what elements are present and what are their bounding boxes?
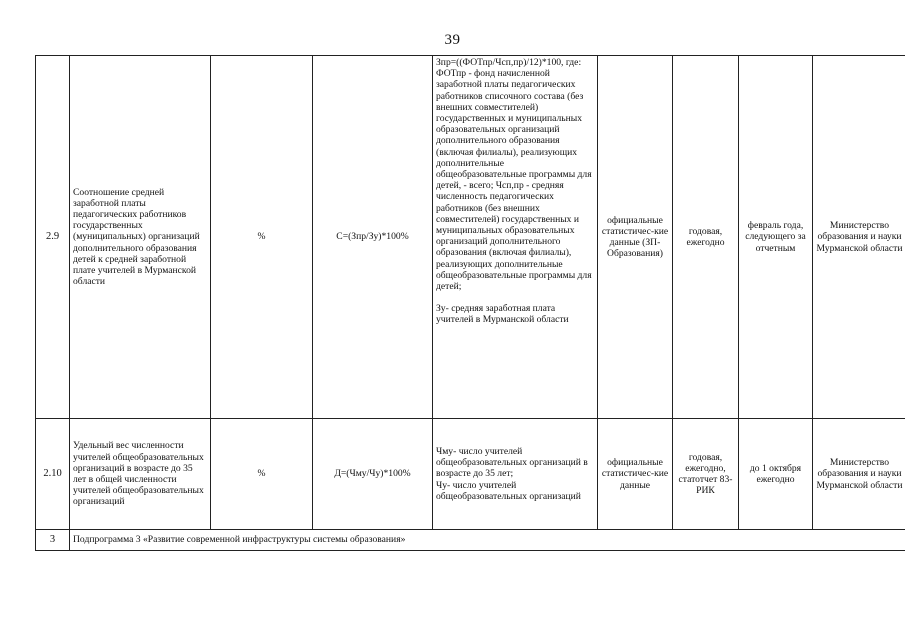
periodicity: годовая, ежегодно [673, 56, 739, 419]
row-number: 3 [36, 530, 70, 551]
table-row-subprogram [36, 530, 905, 551]
deadline: февраль года, следующего за отчетным [739, 56, 813, 419]
formula: С=(Зпр/Зу)*100% [313, 56, 433, 419]
formula-description [433, 56, 598, 419]
unit: % [211, 419, 313, 530]
indicator-name: Соотношение средней заработной платы педагогических работников государственных (муниципальных) организаций дополнительного образования детей к средней заработной плате учителей в Мурманской области [70, 56, 211, 419]
data-source: официальные статистичес-кие данные [598, 419, 673, 530]
deadline: до 1 октября ежегодно [739, 419, 813, 530]
responsible: Министерство образования и науки Мурманской области [813, 419, 905, 530]
page-number: 39 [444, 32, 461, 48]
table-row [36, 56, 905, 419]
formula: Д=(Чму/Чу)*100% [313, 419, 433, 530]
data-source: официальные статистичес-кие данные (ЗП-Образования) [598, 56, 673, 419]
formula-description [433, 419, 598, 530]
periodicity: годовая, ежегодно, статотчет 83-РИК [673, 419, 739, 530]
formula-description-part: Зу- средняя заработная плата учителей в Мурманской области [436, 303, 569, 326]
row-number: 2.9 [36, 56, 70, 419]
indicators-table [35, 55, 905, 551]
responsible: Министерство образования и науки Мурманской области [813, 56, 905, 419]
subprogram-title: Подпрограмма 3 «Развитие современной инфраструктуры системы образования» [70, 530, 905, 551]
row-number: 2.10 [36, 419, 70, 530]
indicator-name: Удельный вес численности учителей общеобразовательных организаций в возрасте до 35 лет в общей численности учителей общеобразовательных организаций [70, 419, 211, 530]
unit: % [211, 56, 313, 419]
formula-description-part: Чму- число учителей общеобразовательных организаций в возрасте до 35 лет; [436, 445, 588, 480]
formula-description-part: Чу- число учителей общеобразовательных организаций [436, 479, 581, 502]
table-row [36, 419, 905, 530]
formula-description-part: Зпр=((ФОТпр/Чсп,пр)/12)*100, где: ФОТпр - фонд начисленной заработной платы педагогических работников списочного состава (без внешних совместителей) государственных и муниципальных образовательных организаций дополнительного образования (включая филиалы), реализующих дополнительные общеобразовательные программы для детей, - всего; Чсп,пр - средняя численность педагогических работников (без внешних совместителей) государственных и муниципальных образовательных организаций дополнительного образования (включая филиалы), реализующих дополнительные общеобразовательные программы для детей; [436, 57, 592, 293]
